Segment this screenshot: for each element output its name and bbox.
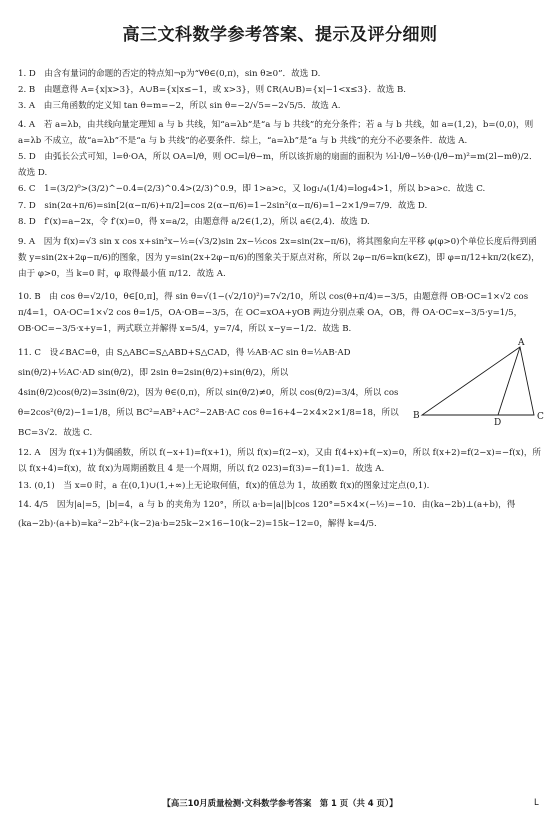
answer-item-9: 9. A 因为 f(x)=√3 sin x cos x+sin²x−½=(√3/2)sin 2x−½cos 2x=sin(2x−π/6)，将其图象向左平移 φ(φ>0)个单位长度后得到函数 y=sin(2x+2φ−π/6)的图象，因为 y=sin(2x+2φ−π/6)的图象关于原点对称，所以 2φ−π/6=kπ(k∈Z)，即 φ=π/12+kπ/2(k∈Z)，由于 φ>0，当 k=0 时，φ 取得最小值 π/12．故选 A.	[18, 237, 540, 280]
vertex-label-c: C	[537, 412, 544, 423]
answer-item-6: 6. C 1=(3/2)⁰>(3/2)^−0.4=(2/3)^0.4>(2/3)^0.9，即 1>a>c，又 log₁/₄(1/4)=log₄4>1，所以 b>a>c．故选 C.	[18, 184, 486, 195]
page-footer: 【高三10月质量检测·文科数学参考答案 第 1 页（共 4 页）】	[162, 798, 398, 808]
page-title: 高三文科数学参考答案、提示及评分细则	[122, 25, 438, 45]
answer-item-5: 5. D 由弧长公式可知，l=θ·OA，所以 OA=l/θ，则 OC=l/θ−m，所以该折扇的扇面的面积为 ½l·l/θ−½θ·(l/θ−m)²=m(2l−mθ)/2．故选 D.	[18, 152, 538, 179]
answer-item-14: 14. 4/5 因为|a|=5，|b|=4，a 与 b 的夹角为 120°，所以 a·b=|a||b|cos 120°=5×4×(−½)=−10．由(ka−2b)⊥(a+b)，得(ka−2b)·(a+b)=ka²−2b²+(k−2)a·b=25k−2×16−10(k−2)=15k−12=0，解得 k=4/5.	[18, 499, 516, 529]
answer-list	[18, 66, 544, 534]
corner-mark: L	[534, 797, 539, 807]
segment-ad	[498, 347, 520, 415]
answer-item-7: 7. D sin(2α+π/6)=sin[2(α−π/6)+π/2]=cos 2(α−π/6)=1−2sin²(α−π/6)=1−2×1/9=7/9．故选 D.	[18, 200, 428, 211]
triangle-figure	[410, 337, 550, 427]
answer-item-8: 8. D f′(x)=a−2x，令 f′(x)=0，得 x=a/2，由题意得 a/2∈(1,2)，所以 a∈(2,4)．故选 D.	[18, 216, 370, 227]
answer-item-4: 4. A 若 a=λb，由共线向量定理知 a 与 b 共线，知“a=λb”是“a 与 b 共线”的充分条件；若 a 与 b 共线，如 a=(1,2)，b=(0,0)，则 a=λb 不成立，故“a=λb”不是“a 与 b 共线”的必要条件．综上，“a=λb”是“a 与 b 共线”的充分不必要条件．故选 A.	[18, 119, 534, 146]
vertex-label-b: B	[413, 411, 420, 422]
triangle-abc	[422, 347, 534, 415]
answer-item-12: 12. A 因为 f(x+1)为偶函数，所以 f(−x+1)=f(x+1)，所以 f(x)=f(2−x)，又由 f(4+x)+f(−x)=0，所以 f(x+2)=f(2−x)=−f(x)，所以 f(x+4)=f(x)，故 f(x)为周期函数且 4 是一个周期，所以 f(2 023)=f(3)=−f(1)=1．故选 A.	[18, 448, 542, 475]
answer-item-11-block	[18, 338, 544, 443]
answer-item-1: 1. D 由含有量词的命题的否定的特点知¬p为“∀θ∈(0,π)，sin θ≥0”．故选 D.	[18, 69, 321, 79]
answer-item-10: 10. B 由 cos θ=√2/10，θ∈[0,π]，得 sin θ=√(1−(√2/10)²)=7√2/10，所以 cos(θ+π/4)=−3/5，由题意得 OB·OC=1×√2 cos π/4=1，OA·OC=1×√2 cos θ=1/5，OA·OB=−3/5，在 OC=xOA+yOB 两边分别点乘 OA，OB，得 OA·OC=x−3/5·y=1/5，OB·OC=−3/5·x+y=1，两式联立并解得 x=5/4，y=7/4，所以 x−y=−1/2．故选 B.	[18, 291, 529, 335]
answer-item-2: 2. B 由题意得 A={x|x>3}，A∪B={x|x≤−1，或 x>3}，则 ∁R(A∪B)={x|−1<x≤3}．故选 B.	[18, 85, 406, 96]
vertex-label-a: A	[518, 338, 525, 349]
answer-item-11: 11. C 设∠BAC=θ，由 S△ABC=S△ABD+S△CAD，得 ½AB·AC sin θ=½AB·AD sin(θ/2)+½AC·AD sin(θ/2)，即 2sin θ=2sin(θ/2)+sin(θ/2)，所以 4sin(θ/2)cos(θ/2)=3sin(θ/2)，因为 θ∈(0,π)，所以 sin(θ/2)≠0，所以 cos(θ/2)=3/4，所以 cos θ=2cos²(θ/2)−1=1/8，所以 BC²=AB²+AC²−2AB·AC cos θ=16+4−2×4×2×1/8=18，所以 BC=3√2．故选 C.	[18, 348, 399, 439]
answer-item-3: 3. A 由三角函数的定义知 tan θ=m=−2，所以 sin θ=−2/√5=−2√5/5．故选 A.	[18, 101, 341, 112]
vertex-label-d: D	[494, 418, 502, 428]
answer-item-13: 13. (0,1) 当 x=0 时，a 在(0,1)∪(1,+∞)上无论取何值，f(x)的值总为 1，故函数 f(x)的图象过定点(0,1).	[18, 480, 430, 491]
